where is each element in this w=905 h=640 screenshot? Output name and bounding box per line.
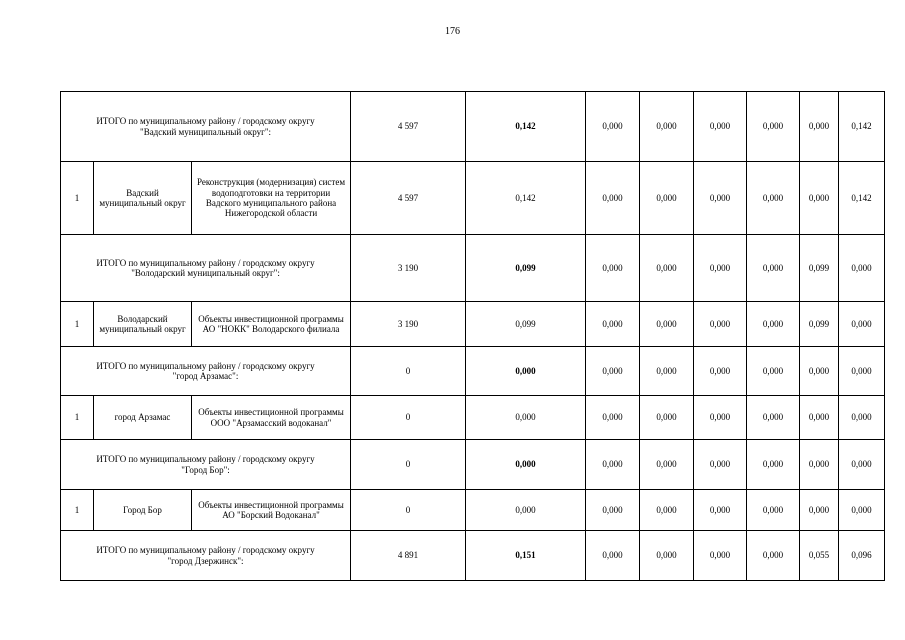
row-number-cell: 1 — [61, 162, 94, 235]
table-row-total — [61, 235, 885, 302]
total-label-line2: "город Арзамас": — [172, 371, 239, 381]
share-cell: 0,000 — [466, 440, 586, 490]
value-cell: 0,000 — [586, 235, 640, 302]
value-cell: 0,000 — [694, 440, 747, 490]
value-cell: 0,000 — [800, 490, 839, 531]
page-number: 176 — [445, 26, 460, 37]
share-cell: 0,000 — [466, 490, 586, 531]
value-cell: 0,000 — [694, 302, 747, 347]
value-cell: 0,000 — [694, 490, 747, 531]
value-cell: 0,000 — [694, 92, 747, 162]
share-cell: 0,151 — [466, 531, 586, 581]
value-cell: 0,000 — [800, 162, 839, 235]
value-cell: 0,000 — [747, 235, 800, 302]
value-cell: 0,000 — [586, 440, 640, 490]
share-cell: 0,000 — [466, 347, 586, 396]
share-cell: 0,000 — [466, 396, 586, 440]
value-cell: 0,000 — [800, 347, 839, 396]
value-cell: 0,000 — [640, 162, 694, 235]
value-cell: 0,000 — [640, 531, 694, 581]
value-cell: 0,099 — [800, 235, 839, 302]
municipality-cell: город Арзамас — [94, 396, 192, 440]
value-cell: 0,000 — [640, 490, 694, 531]
value-cell: 0,000 — [747, 302, 800, 347]
total-label-cell — [61, 92, 351, 162]
value-cell: 0,000 — [640, 302, 694, 347]
total-label-cell — [61, 531, 351, 581]
total-label-line1: ИТОГО по муниципальному району / городскому округу — [96, 454, 315, 465]
value-cell: 0,000 — [640, 347, 694, 396]
amount-cell: 0 — [351, 440, 466, 490]
municipality-cell: Вадский муниципальный округ — [94, 162, 192, 235]
table-row-item — [61, 396, 885, 440]
value-cell: 0,055 — [800, 531, 839, 581]
value-cell: 0,000 — [694, 235, 747, 302]
amount-cell: 4 891 — [351, 531, 466, 581]
row-number-cell: 1 — [61, 302, 94, 347]
share-cell: 0,142 — [466, 162, 586, 235]
table-row-total — [61, 440, 885, 490]
row-number-cell: 1 — [61, 396, 94, 440]
value-cell: 0,000 — [586, 347, 640, 396]
value-cell: 0,000 — [586, 396, 640, 440]
value-cell: 0,000 — [747, 162, 800, 235]
value-cell: 0,000 — [747, 440, 800, 490]
total-label-line1: ИТОГО по муниципальному району / городскому округу — [96, 545, 315, 556]
total-label-cell — [61, 440, 351, 490]
value-cell: 0,142 — [839, 162, 885, 235]
amount-cell: 4 597 — [351, 162, 466, 235]
value-cell: 0,000 — [800, 440, 839, 490]
amount-cell: 4 597 — [351, 92, 466, 162]
total-label-cell — [61, 235, 351, 302]
table-row-total — [61, 92, 885, 162]
value-cell: 0,000 — [694, 396, 747, 440]
value-cell: 0,000 — [586, 92, 640, 162]
row-number-cell: 1 — [61, 490, 94, 531]
value-cell: 0,000 — [800, 396, 839, 440]
value-cell: 0,000 — [747, 92, 800, 162]
value-cell: 0,000 — [839, 302, 885, 347]
share-cell: 0,099 — [466, 235, 586, 302]
value-cell: 0,000 — [839, 440, 885, 490]
value-cell: 0,000 — [839, 490, 885, 531]
value-cell: 0,000 — [586, 490, 640, 531]
object-cell: Объекты инвестиционной программы АО "НОКК" Володарского филиала — [192, 302, 351, 347]
value-cell: 0,096 — [839, 531, 885, 581]
value-cell: 0,000 — [694, 162, 747, 235]
total-label-line1: ИТОГО по муниципальному району / городскому округу — [96, 116, 315, 127]
value-cell: 0,000 — [694, 531, 747, 581]
value-cell: 0,000 — [640, 396, 694, 440]
share-cell: 0,142 — [466, 92, 586, 162]
value-cell: 0,000 — [747, 531, 800, 581]
amount-cell: 3 190 — [351, 235, 466, 302]
object-cell: Объекты инвестиционной программы ООО "Арзамасский водоканал" — [192, 396, 351, 440]
value-cell: 0,000 — [586, 162, 640, 235]
share-cell: 0,099 — [466, 302, 586, 347]
value-cell: 0,000 — [747, 396, 800, 440]
value-cell: 0,000 — [640, 235, 694, 302]
value-cell: 0,000 — [586, 302, 640, 347]
amount-cell: 0 — [351, 347, 466, 396]
value-cell: 0,000 — [839, 347, 885, 396]
value-cell: 0,000 — [747, 490, 800, 531]
municipality-cell: Володарский муниципальный округ — [94, 302, 192, 347]
value-cell: 0,000 — [640, 92, 694, 162]
value-cell: 0,000 — [640, 440, 694, 490]
amount-cell: 0 — [351, 396, 466, 440]
table-row-total — [61, 531, 885, 581]
value-cell: 0,000 — [839, 235, 885, 302]
value-cell: 0,000 — [694, 347, 747, 396]
total-label-line2: "город Дзержинск": — [167, 555, 244, 566]
total-label-line1: ИТОГО по муниципальному району / городскому округу — [96, 257, 315, 268]
total-label-line2: "Город Бор": — [181, 464, 230, 475]
table-row-item — [61, 162, 885, 235]
value-cell: 0,000 — [839, 396, 885, 440]
investment-table — [60, 91, 885, 581]
municipality-cell: Город Бор — [94, 490, 192, 531]
table-row-item — [61, 490, 885, 531]
total-label-cell — [61, 347, 351, 396]
total-label-line2: "Вадский муниципальный округ": — [140, 126, 272, 137]
value-cell: 0,142 — [839, 92, 885, 162]
total-label-line1: ИТОГО по муниципальному району / городскому округу — [96, 360, 315, 371]
value-cell: 0,000 — [747, 347, 800, 396]
object-cell: Объекты инвестиционной программы АО "Борский Водоканал" — [192, 490, 351, 531]
total-label-line2: "Володарский муниципальный округ": — [131, 268, 280, 278]
amount-cell: 0 — [351, 490, 466, 531]
amount-cell: 3 190 — [351, 302, 466, 347]
value-cell: 0,000 — [586, 531, 640, 581]
object-cell: Реконструкция (модернизация) систем водоподготовки на территории Вадского муниципального района Нижегородской области — [192, 162, 351, 235]
table-row-item — [61, 302, 885, 347]
table-row-total — [61, 347, 885, 396]
value-cell: 0,000 — [800, 92, 839, 162]
value-cell: 0,099 — [800, 302, 839, 347]
